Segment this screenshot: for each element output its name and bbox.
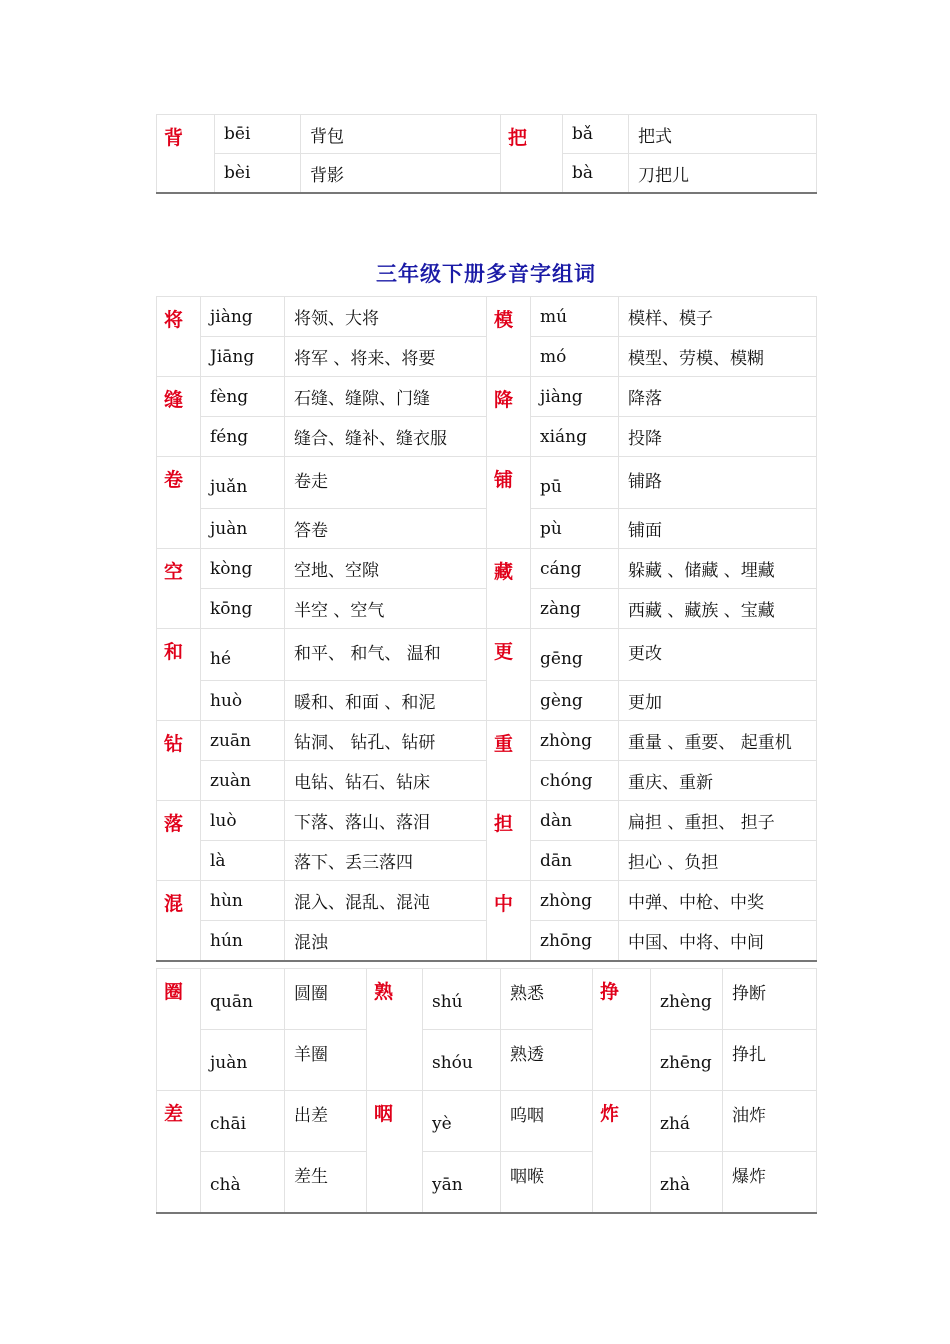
poly-char: 咽 (367, 1091, 423, 1214)
table-row (157, 154, 817, 194)
poly-char: 把 (501, 115, 563, 194)
pinyin: bēi (215, 115, 301, 154)
words: 西藏 、藏族 、宝藏 (619, 589, 817, 629)
words: 重量 、重要、 起重机 (619, 721, 817, 761)
pinyin: zàng (531, 589, 619, 629)
pinyin: zuān (201, 721, 285, 761)
pinyin: hún (201, 921, 285, 962)
words: 落下、丢三落四 (285, 841, 487, 881)
words: 熟透 (501, 1030, 593, 1091)
pinyin: zhòng (531, 881, 619, 921)
pinyin: jiàng (531, 377, 619, 417)
words: 钻洞、 钻孔、钻研 (285, 721, 487, 761)
pinyin: bà (563, 154, 629, 194)
table-row (157, 721, 817, 761)
pinyin: zhà (651, 1152, 723, 1214)
words: 挣扎 (723, 1030, 817, 1091)
poly-char: 降 (487, 377, 531, 457)
poly-char: 空 (157, 549, 201, 629)
pinyin: cáng (531, 549, 619, 589)
words: 中弹、中枪、中奖 (619, 881, 817, 921)
pinyin: juàn (201, 509, 285, 549)
pinyin: yān (423, 1152, 501, 1214)
poly-char: 炸 (593, 1091, 651, 1214)
table-row (157, 1030, 817, 1091)
pinyin: hùn (201, 881, 285, 921)
pinyin: zhèng (651, 969, 723, 1030)
table-row (157, 881, 817, 921)
poly-char: 铺 (487, 457, 531, 549)
words: 降落 (619, 377, 817, 417)
words: 差生 (285, 1152, 367, 1214)
pinyin: dàn (531, 801, 619, 841)
words: 卷走 (285, 457, 487, 509)
poly-char: 将 (157, 297, 201, 377)
top-table (156, 114, 817, 194)
pinyin: fèng (201, 377, 285, 417)
poly-char: 重 (487, 721, 531, 801)
words: 扁担 、重担、 担子 (619, 801, 817, 841)
words: 模样、模子 (619, 297, 817, 337)
poly-char: 混 (157, 881, 201, 962)
words: 刀把儿 (629, 154, 817, 194)
poly-char: 更 (487, 629, 531, 721)
table-row (157, 115, 817, 154)
words: 混入、混乱、混沌 (285, 881, 487, 921)
poly-char: 差 (157, 1091, 201, 1214)
pinyin: bèi (215, 154, 301, 194)
words: 把式 (629, 115, 817, 154)
page-title: 三年级下册多音字组词 (376, 261, 596, 286)
pinyin: kòng (201, 549, 285, 589)
pinyin: luò (201, 801, 285, 841)
words: 下落、落山、落泪 (285, 801, 487, 841)
table-row (157, 457, 817, 509)
words: 更加 (619, 681, 817, 721)
words: 投降 (619, 417, 817, 457)
words: 暖和、和面 、和泥 (285, 681, 487, 721)
bottom-table (156, 968, 817, 1214)
pinyin: zhòng (531, 721, 619, 761)
table-row (157, 1091, 817, 1152)
table-row (157, 377, 817, 417)
words: 担心 、负担 (619, 841, 817, 881)
pinyin: gèng (531, 681, 619, 721)
words: 羊圈 (285, 1030, 367, 1091)
poly-char: 圈 (157, 969, 201, 1091)
words: 圆圈 (285, 969, 367, 1030)
words: 更改 (619, 629, 817, 681)
words: 熟悉 (501, 969, 593, 1030)
words: 模型、劳模、模糊 (619, 337, 817, 377)
pinyin: zuàn (201, 761, 285, 801)
words: 爆炸 (723, 1152, 817, 1214)
words: 石缝、缝隙、门缝 (285, 377, 487, 417)
words: 油炸 (723, 1091, 817, 1152)
words: 铺面 (619, 509, 817, 549)
poly-char: 挣 (593, 969, 651, 1091)
words: 将军 、将来、将要 (285, 337, 487, 377)
words: 答卷 (285, 509, 487, 549)
pinyin: zhōng (531, 921, 619, 962)
words: 出差 (285, 1091, 367, 1152)
pinyin: bǎ (563, 115, 629, 154)
words: 中国、中将、中间 (619, 921, 817, 962)
words: 咽喉 (501, 1152, 593, 1214)
pinyin: mó (531, 337, 619, 377)
words: 空地、空隙 (285, 549, 487, 589)
poly-char: 藏 (487, 549, 531, 629)
table-row (157, 297, 817, 337)
words: 电钻、钻石、钻床 (285, 761, 487, 801)
pinyin: chāi (201, 1091, 285, 1152)
words: 和平、 和气、 温和 (285, 629, 487, 681)
pinyin: Jiāng (201, 337, 285, 377)
pinyin: féng (201, 417, 285, 457)
table-row (157, 629, 817, 681)
pinyin: dān (531, 841, 619, 881)
poly-char: 背 (157, 115, 215, 194)
words: 背包 (301, 115, 501, 154)
pinyin: shóu (423, 1030, 501, 1091)
poly-char: 中 (487, 881, 531, 962)
pinyin: chà (201, 1152, 285, 1214)
poly-char: 熟 (367, 969, 423, 1091)
pinyin: quān (201, 969, 285, 1030)
poly-char: 落 (157, 801, 201, 881)
pinyin: pù (531, 509, 619, 549)
pinyin: zhēng (651, 1030, 723, 1091)
words: 混浊 (285, 921, 487, 962)
table-row (157, 801, 817, 841)
pinyin: xiáng (531, 417, 619, 457)
words: 躲藏 、储藏 、埋藏 (619, 549, 817, 589)
words: 背影 (301, 154, 501, 194)
poly-char: 担 (487, 801, 531, 881)
poly-char: 和 (157, 629, 201, 721)
pinyin: zhá (651, 1091, 723, 1152)
words: 将领、大将 (285, 297, 487, 337)
pinyin: yè (423, 1091, 501, 1152)
words: 半空 、空气 (285, 589, 487, 629)
pinyin: huò (201, 681, 285, 721)
pinyin: pū (531, 457, 619, 509)
pinyin: chóng (531, 761, 619, 801)
words: 重庆、重新 (619, 761, 817, 801)
poly-char: 模 (487, 297, 531, 377)
words: 缝合、缝补、缝衣服 (285, 417, 487, 457)
table-row (157, 969, 817, 1030)
pinyin: shú (423, 969, 501, 1030)
table-row (157, 549, 817, 589)
words: 挣断 (723, 969, 817, 1030)
poly-char: 卷 (157, 457, 201, 549)
pinyin: juàn (201, 1030, 285, 1091)
poly-char: 缝 (157, 377, 201, 457)
pinyin: kōng (201, 589, 285, 629)
pinyin: là (201, 841, 285, 881)
words: 铺路 (619, 457, 817, 509)
poly-char: 钻 (157, 721, 201, 801)
main-table (156, 296, 817, 962)
pinyin: jiàng (201, 297, 285, 337)
pinyin: mú (531, 297, 619, 337)
table-row (157, 1152, 817, 1214)
pinyin: gēng (531, 629, 619, 681)
pinyin: hé (201, 629, 285, 681)
words: 呜咽 (501, 1091, 593, 1152)
pinyin: juǎn (201, 457, 285, 509)
